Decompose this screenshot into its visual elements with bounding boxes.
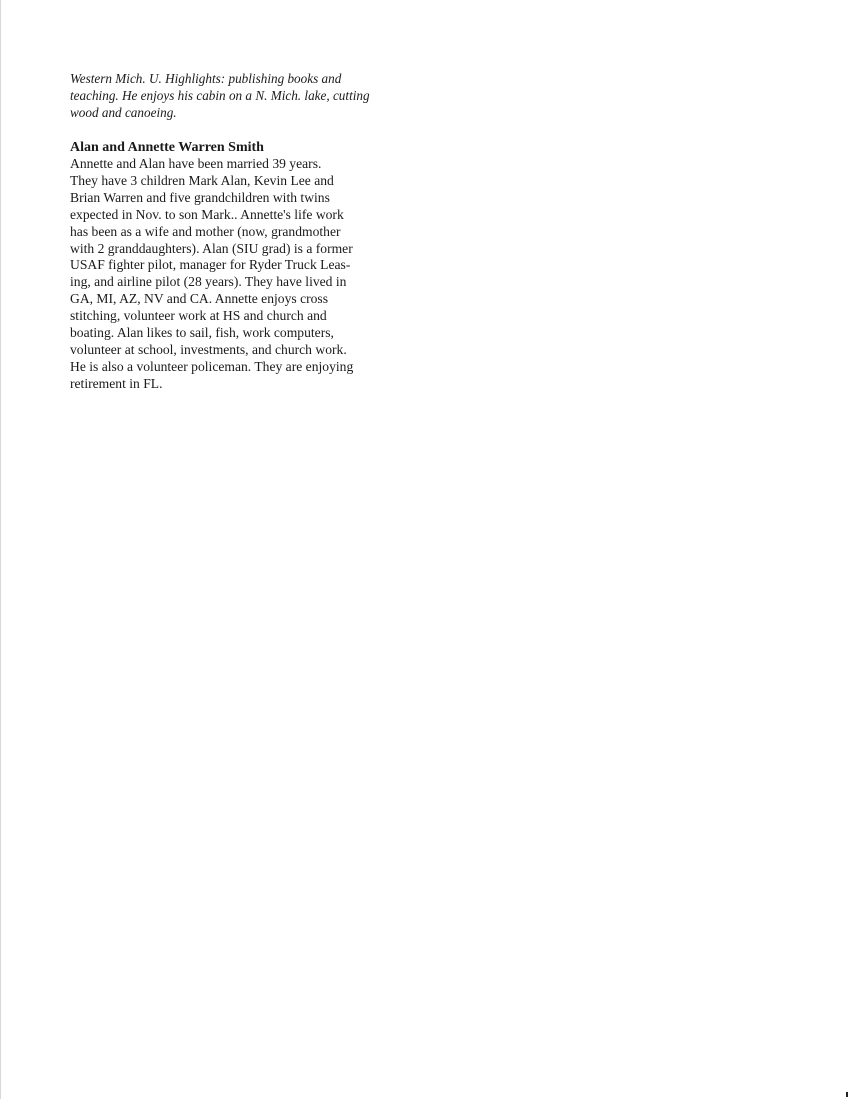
entry-body-paragraph: Annette and Alan have been married 39 years. They have 3 children Mark Alan, Kevin Lee and Brian Warren and five grandchildren with twins expected in Nov. to son Mark.. Annette's life work has been as a wife and mother (now, grandmother with 2 granddaughters). Alan (SIU grad) is a former USAF fighter pilot, manager for Ryder Truck Leas- ing, and airline pilot (28 years). They have lived in GA, MI, AZ, NV and CA. Annette enjoys cross stitching, volunteer work at HS and church and boating. Alan likes to sail, fish, work computers, volunteer at school, investments, and church work. He is also a volunteer policeman. They are enjoying retirement in FL. [70,156,354,391]
scan-edge-line [0,0,1,1099]
scan-mark [846,1092,848,1097]
intro-paragraph: Western Mich. U. Highlights: publishing books and teaching. He enjoys his cabin on a N. Mich. lake, cutting wood and canoeing. [70,71,370,120]
entry-heading: Alan and Annette Warren Smith [70,140,264,155]
text-column [70,70,400,393]
